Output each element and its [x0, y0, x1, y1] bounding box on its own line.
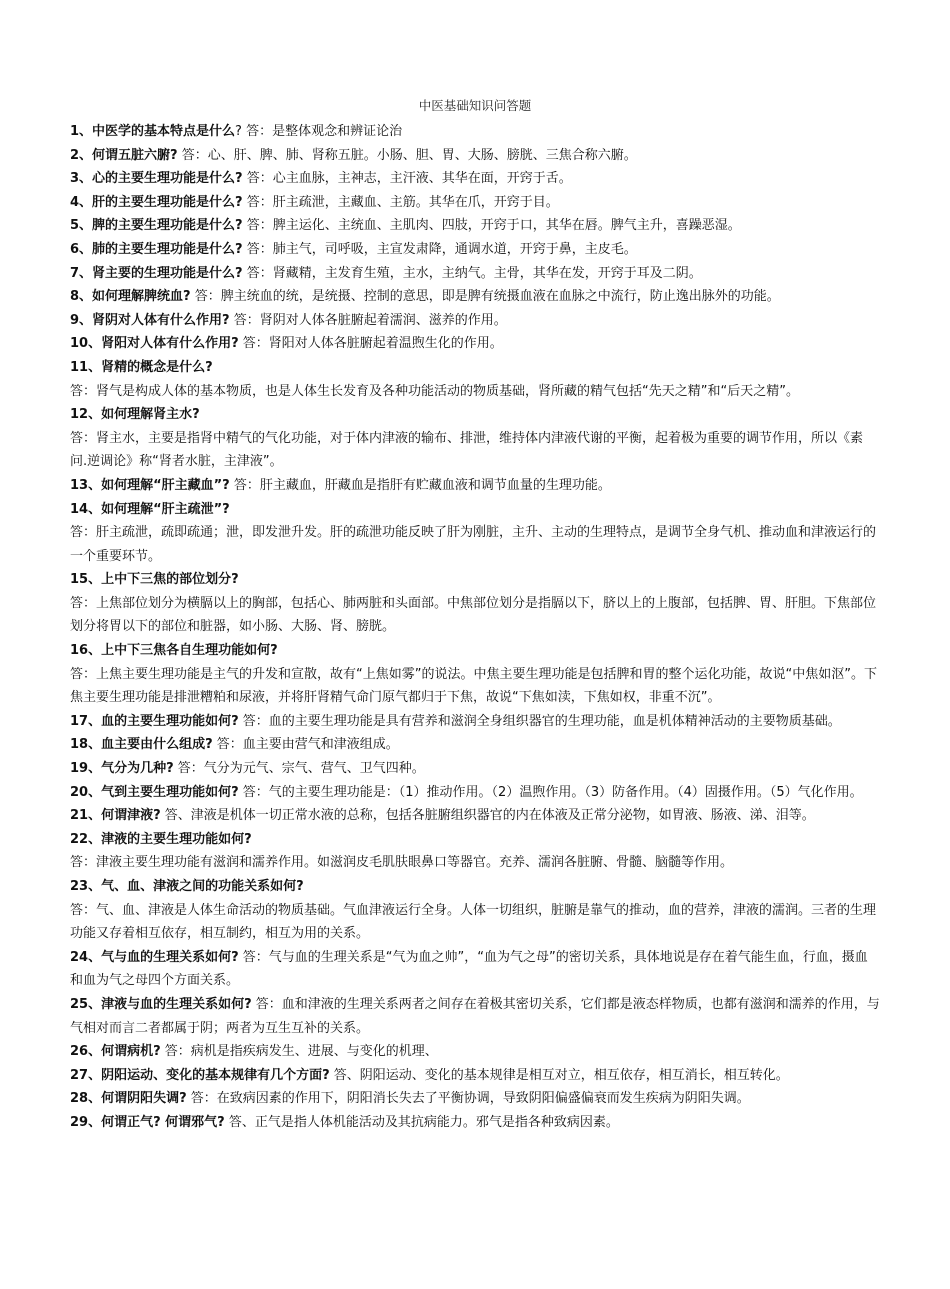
qa-item — [70, 1040, 880, 1064]
qa-item — [70, 309, 880, 333]
answer-text: 答：肾藏精，主发育生殖，主水，主纳气。主骨，其华在发，开窍于耳及二阴。 — [242, 265, 702, 281]
question-text: 11、肾精的概念是什么? — [70, 359, 213, 375]
answer-text: 答：肝主疏泄，主藏血、主筋。其华在爪，开窍于目。 — [242, 194, 559, 210]
qa-item — [70, 144, 880, 168]
answer-text: 答：脾主统血的统，是统摄、控制的意思，即是脾有统摄血液在血脉之中流行，防止逸出脉外的功能。 — [190, 289, 780, 305]
answer-text: 答：血的主要生理功能是具有营养和滋润全身组织器官的生理功能，血是机体精神活动的主要物质基础。 — [238, 713, 841, 729]
question-text: 22、津液的主要生理功能如何? — [70, 831, 252, 847]
question-text: 20、气到主要生理功能如何? — [70, 784, 239, 800]
document-title: 中医基础知识问答题 — [418, 98, 532, 113]
answer-text: 答：肝主疏泄，疏即疏通；泄，即发泄升发。肝的疏泄功能反映了肝为刚脏，主升、主动的生理特点，是调节全身气机、推动血和津液运行的一个重要环节。 — [70, 525, 877, 564]
answer-text: 答：肾阳对人体各脏腑起着温煦生化的作用。 — [238, 336, 503, 352]
qa-item — [70, 710, 880, 734]
qa-item — [70, 946, 880, 993]
qa-item — [70, 781, 880, 805]
answer-text: 答：气与血的生理关系是“气为血之帅”，“血为气之母”的密切关系，具体地说是存在着气能生血，行血，摄血和血为气之母四个方面关系。 — [70, 949, 868, 989]
question-text: 19、气分为几种? — [70, 761, 174, 777]
question-text: 4、肝的主要生理功能是什么? — [70, 194, 243, 210]
qa-item — [70, 474, 880, 498]
qa-item — [70, 356, 880, 380]
answer-text: 答、正气是指人体机能活动及其抗病能力。邪气是指各种致病因素。 — [224, 1114, 619, 1130]
question-text: 15、上中下三焦的部位划分? — [70, 572, 239, 588]
answer-text: 答：津液主要生理功能有滋润和濡养作用。如滋润皮毛肌肤眼鼻口等器官。充养、濡润各脏腑、骨髓、脑髓等作用。 — [70, 855, 734, 871]
qa-item — [70, 828, 880, 852]
qa-item — [70, 663, 880, 710]
qa-item — [70, 757, 880, 781]
question-text: 6、肺的主要生理功能是什么? — [70, 241, 243, 257]
qa-item — [70, 191, 880, 215]
question-text: 26、何谓病机? — [70, 1044, 161, 1060]
question-text: 12、如何理解肾主水? — [70, 407, 200, 423]
answer-text: 答、阴阳运动、变化的基本规律是相互对立，相互依存，相互消长，相互转化。 — [329, 1067, 789, 1083]
qa-item — [70, 1064, 880, 1088]
qa-item — [70, 993, 880, 1040]
question-text: 25、津液与血的生理关系如何? — [70, 996, 252, 1012]
question-text: 29、何谓正气? 何谓邪气? — [70, 1114, 225, 1130]
answer-text: 答、津液是机体一切正常水液的总称，包括各脏腑组织器官的内在体液及正常分泌物，如胃液、肠液、涕、泪等。 — [160, 808, 815, 824]
answer-text: 答：肾主水，主要是指肾中精气的气化功能，对于体内津液的输布、排泄，维持体内津液代谢的平衡，起着极为重要的调节作用，所以《素问.逆调论》称“肾者水脏，主津液”。 — [70, 430, 864, 470]
answer-text: 答：血和津液的生理关系两者之间存在着极其密切关系，它们都是液态样物质，也都有滋润和濡养的作用，与气相对而言二者都属于阴；两者为互生互补的关系。 — [70, 996, 880, 1036]
answer-text: 答：气分为元气、宗气、营气、卫气四种。 — [173, 761, 425, 777]
question-text: 21、何谓津液? — [70, 808, 161, 824]
question-text: 5、脾的主要生理功能是什么? — [70, 218, 243, 234]
answer-text: 答：气的主要生理功能是：（1）推动作用。（2）温煦作用。（3）防备作用。（4）固摄作用。（5）气化作用。 — [238, 784, 863, 800]
qa-item — [70, 1087, 880, 1111]
qa-item — [70, 285, 880, 309]
question-text: 1、中医学的基本特点是什么 — [70, 124, 236, 139]
answer-text: 答：血主要由营气和津液组成。 — [212, 737, 399, 753]
qa-item — [70, 733, 880, 757]
question-text: 14、如何理解“肝主疏泄”? — [70, 501, 230, 517]
qa-item — [70, 1111, 880, 1135]
qa-item — [70, 167, 880, 191]
question-text: 18、血主要由什么组成? — [70, 737, 213, 753]
answer-text: 答：肝主藏血，肝藏血是指肝有贮藏血液和调节血量的生理功能。 — [229, 477, 611, 493]
answer-text: 答：上焦主要生理功能是主气的升发和宣散，故有“上焦如雾”的说法。中焦主要生理功能是包括脾和胃的整个运化功能，故说“中焦如沤”。下焦主要生理功能是排泄糟粕和尿液，并将肝肾精气命门原气都归于下焦，故说“下焦如渎，下焦如权，非重不沉”。 — [70, 666, 877, 706]
question-text: 3、心的主要生理功能是什么? — [70, 171, 243, 187]
qa-item — [70, 592, 880, 639]
answer-text: 答：脾主运化、主统血、主肌肉、四肢，开窍于口，其华在唇。脾气主升，喜躁恶湿。 — [242, 218, 741, 234]
qa-item — [70, 498, 880, 522]
qa-list — [70, 120, 880, 1135]
qa-item — [70, 899, 880, 946]
question-text: 13、如何理解“肝主藏血”? — [70, 477, 230, 493]
question-text: 27、阴阳运动、变化的基本规律有几个方面? — [70, 1067, 330, 1083]
question-text: 17、血的主要生理功能如何? — [70, 713, 239, 729]
qa-item — [70, 120, 880, 144]
qa-item — [70, 332, 880, 356]
qa-item — [70, 262, 880, 286]
qa-item — [70, 568, 880, 592]
question-text: 16、上中下三焦各自生理功能如何? — [70, 643, 278, 659]
answer-text: 答：在致病因素的作用下，阴阳消长失去了平衡协调，导致阴阳偏盛偏衰而发生疾病为阴阳失调。 — [186, 1091, 750, 1107]
question-text: 2、何谓五脏六腑? — [70, 147, 178, 163]
qa-item — [70, 851, 880, 875]
qa-item — [70, 521, 880, 568]
question-text: 8、如何理解脾统血? — [70, 289, 191, 305]
answer-text: 答：肺主气，司呼吸，主宣发肃降，通调水道，开窍于鼻，主皮毛。 — [242, 241, 637, 257]
qa-item — [70, 238, 880, 262]
answer-text: ? 答：是整体观念和辨证论治 — [235, 124, 403, 139]
question-text: 28、何谓阴阳失调? — [70, 1091, 187, 1107]
answer-text: 答：肾阴对人体各脏腑起着濡润、滋养的作用。 — [229, 312, 507, 328]
question-text: 24、气与血的生理关系如何? — [70, 949, 239, 965]
qa-item — [70, 875, 880, 899]
answer-text: 答：病机是指疾病发生、进展、与变化的机理、 — [160, 1044, 438, 1060]
question-text: 23、气、血、津液之间的功能关系如何? — [70, 879, 304, 894]
answer-text: 答：肾气是构成人体的基本物质，也是人体生长发育及各种功能活动的物质基础，肾所藏的精气包括“先天之精”和“后天之精”。 — [70, 383, 799, 399]
answer-text: 答：上焦部位划分为横膈以上的胸部，包括心、肺两脏和头面部。中焦部位划分是指膈以下，脐以上的上腹部，包括脾、胃、肝胆。下焦部位划分将胃以下的部位和脏器，如小肠、大肠、肾、膀胱。 — [70, 595, 877, 635]
qa-item — [70, 380, 880, 404]
answer-text: 答：心主血脉，主神志，主汗液、其华在面，开窍于舌。 — [242, 171, 572, 187]
question-text: 10、肾阳对人体有什么作用? — [70, 336, 239, 352]
qa-item — [70, 804, 880, 828]
qa-item — [70, 427, 880, 474]
question-text: 7、肾主要的生理功能是什么? — [70, 265, 243, 281]
qa-item — [70, 639, 880, 663]
qa-item — [70, 403, 880, 427]
answer-text: 答：气、血、津液是人体生命活动的物质基础。气血津液运行全身。人体一切组织，脏腑是靠气的推动，血的营养，津液的濡润。三者的生理功能又存着相互依存，相互制约，相互为用的关系。 — [70, 902, 877, 942]
answer-text: 答：心、肝、脾、肺、肾称五脏。小肠、胆、胃、大肠、膀胱、三焦合称六腑。 — [177, 147, 637, 163]
qa-item — [70, 214, 880, 238]
question-text: 9、肾阴对人体有什么作用? — [70, 312, 230, 328]
